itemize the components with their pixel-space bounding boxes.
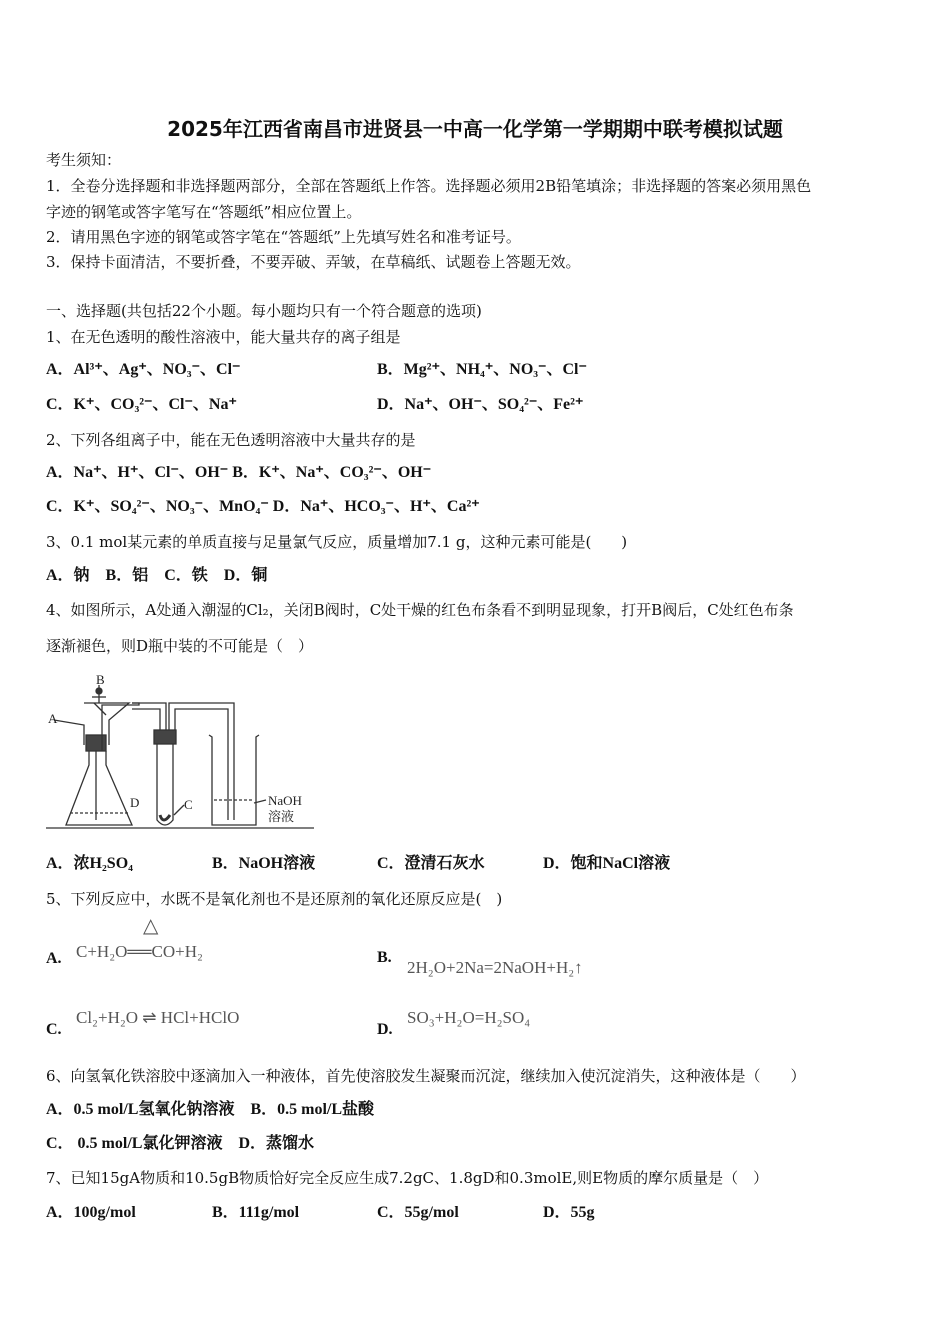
notice-item: 字迹的钢笔或答字笔写在“答题纸”相应位置上。 bbox=[46, 203, 362, 221]
label-c: C bbox=[184, 797, 193, 812]
q7-option-c: C．55g/mol bbox=[377, 1204, 459, 1221]
page-title: 2025年江西省南昌市进贤县一中高一化学第一学期期中联考模拟试题 bbox=[167, 117, 783, 141]
q4-stem: 4、如图所示，A处通入潮湿的Cl₂，关闭B阀时，C处干燥的红色布条看不到明显现象，打开B阀后，C处红色布条 bbox=[46, 601, 794, 619]
q2-options-ab: A．Na⁺、H⁺、Cl⁻、OH⁻ B．K⁺、Na⁺、CO₃²⁻、OH⁻ bbox=[46, 464, 432, 481]
q6-options-ab: A．0.5 mol/L氢氧化钠溶液 B．0.5 mol/L盐酸 bbox=[46, 1101, 375, 1118]
q1-option-a: A．Al³⁺、Ag⁺、NO₃⁻、Cl⁻ bbox=[46, 361, 241, 378]
notice-heading: 考生须知： bbox=[46, 151, 122, 169]
q2-options-cd: C．K⁺、SO₄²⁻、NO₃⁻、MnO₄⁻ D．Na⁺、HCO₃⁻、H⁺、Ca²⁺ bbox=[46, 498, 480, 515]
label-d: D bbox=[130, 795, 140, 810]
q4-option-a: A．浓H₂SO₄ bbox=[46, 855, 133, 872]
q5-option-b: 2H₂O+2Na=2NaOH+H₂↑ bbox=[407, 958, 583, 977]
q3-stem: 3、0.1 mol某元素的单质直接与足量氯气反应，质量增加7.1 g，这种元素可能是( ) bbox=[46, 533, 628, 551]
notice-item: 3．保持卡面清洁，不要折叠，不要弄破、弄皱，在草稿纸、试题卷上答题无效。 bbox=[46, 253, 581, 271]
apparatus-figure bbox=[44, 675, 324, 840]
q5-d-label: D. bbox=[377, 1021, 393, 1038]
q4-option-d: D．饱和NaCl溶液 bbox=[543, 855, 671, 872]
q5-b-label: B. bbox=[377, 949, 392, 966]
q1-option-d: D．Na⁺、OH⁻、SO₄²⁻、Fe²⁺ bbox=[377, 396, 584, 413]
q4-option-c: C．澄清石灰水 bbox=[377, 855, 485, 872]
notice-item: 2．请用黑色字迹的钢笔或答字笔在“答题纸”上先填写姓名和准考证号。 bbox=[46, 228, 521, 246]
label-b: B bbox=[96, 675, 105, 687]
q6-stem: 6、向氢氧化铁溶胶中逐滴加入一种液体，首先使溶胶发生凝聚而沉淀，继续加入使沉淀消失，这种液体是（ ） bbox=[46, 1067, 806, 1085]
q7-option-b: B．111g/mol bbox=[212, 1204, 300, 1221]
q1-option-b: B．Mg²⁺、NH₄⁺、NO₃⁻、Cl⁻ bbox=[377, 361, 587, 378]
q4-option-b: B．NaOH溶液 bbox=[212, 855, 316, 872]
q5-option-d: SO₃+H₂O=H₂SO₄ bbox=[407, 1008, 531, 1027]
heat-triangle-icon: △ bbox=[143, 915, 159, 937]
notice-item: 1．全卷分选择题和非选择题两部分，全部在答题纸上作答。选择题必须用2B铅笔填涂；非选择题的答案必须用黑色 bbox=[46, 177, 812, 195]
q7-option-a: A．100g/mol bbox=[46, 1204, 136, 1221]
label-a: A bbox=[48, 711, 58, 726]
label-solution: 溶液 bbox=[268, 809, 295, 824]
q1-option-c: C．K⁺、CO₃²⁻、Cl⁻、Na⁺ bbox=[46, 396, 237, 413]
valve-b-icon bbox=[96, 688, 102, 694]
q3-options: A．钠 B．铝 C．铁 D．铜 bbox=[46, 567, 268, 584]
q4-stem-cont: 逐渐褪色，则D瓶中装的不可能是（ ） bbox=[46, 637, 314, 655]
q1-stem: 1、在无色透明的酸性溶液中，能大量共存的离子组是 bbox=[46, 328, 401, 346]
q5-stem: 5、下列反应中，水既不是氧化剂也不是还原剂的氧化还原反应是( ) bbox=[46, 890, 503, 908]
q5-option-a: C+H₂O══CO+H₂ bbox=[76, 942, 203, 961]
label-naoh: NaOH bbox=[268, 793, 302, 808]
q5-c-label: C. bbox=[46, 1021, 62, 1038]
q5-option-c: Cl₂+H₂O ⇌ HCl+HClO bbox=[76, 1008, 240, 1027]
q5-a-label: A. bbox=[46, 950, 62, 967]
q2-stem: 2、下列各组离子中，能在无色透明溶液中大量共存的是 bbox=[46, 431, 416, 449]
q7-stem: 7、已知15gA物质和10.5gB物质恰好完全反应生成7.2gC、1.8gD和0.3molE,则E物质的摩尔质量是（ ） bbox=[46, 1169, 769, 1187]
q7-option-d: D．55g bbox=[543, 1204, 595, 1221]
q6-options-cd: C． 0.5 mol/L氯化钾溶液 D．蒸馏水 bbox=[46, 1135, 315, 1152]
section-heading: 一、选择题(共包括22个小题。每小题均只有一个符合题意的选项) bbox=[46, 302, 482, 320]
